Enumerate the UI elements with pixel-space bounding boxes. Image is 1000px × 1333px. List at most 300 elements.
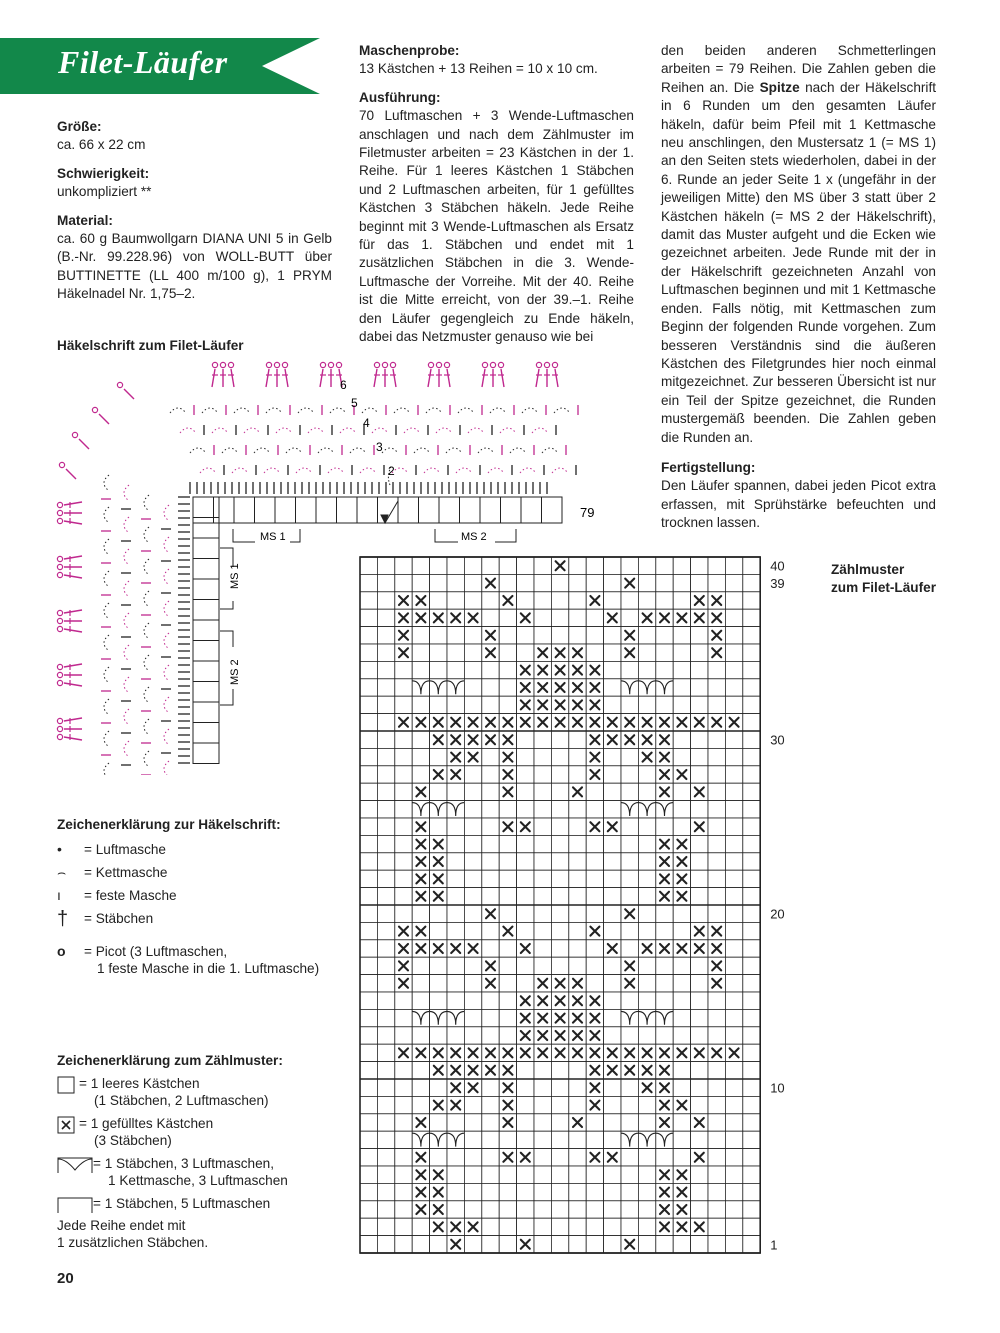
- chart-cell: [708, 905, 725, 922]
- chart-cell: [482, 1166, 499, 1183]
- chart-cell: [691, 627, 708, 644]
- chart-cell: [412, 696, 429, 713]
- chart-cell: [517, 835, 534, 852]
- chart-cell: [412, 992, 429, 1009]
- chart-cell: [673, 1236, 690, 1253]
- chart-cell: [708, 696, 725, 713]
- chart-cell: [482, 766, 499, 783]
- chart-cell: [447, 1166, 464, 1183]
- chart-cell: [377, 679, 394, 696]
- chart-cell: [360, 644, 377, 661]
- chart-cell: [464, 957, 481, 974]
- chart-cell: [725, 1131, 742, 1148]
- chart-cell: [638, 853, 655, 870]
- material-label: Material:: [57, 212, 113, 228]
- chart-cell: [534, 940, 551, 957]
- chart-cell: [604, 1114, 621, 1131]
- chart-cell: [638, 992, 655, 1009]
- chart-cell: [447, 644, 464, 661]
- chart-cell: [673, 922, 690, 939]
- chart-cell: [447, 1114, 464, 1131]
- chart-cell: [743, 1096, 760, 1113]
- chart-cell: [708, 1149, 725, 1166]
- size-value: ca. 66 x 22 cm: [57, 137, 146, 153]
- page-title: Filet-Läufer: [58, 44, 228, 80]
- chart-cell: [499, 940, 516, 957]
- chart-cell: [673, 1009, 690, 1026]
- chart-cell: [395, 1183, 412, 1200]
- chart-cell: [569, 1062, 586, 1079]
- chart-cell: [673, 592, 690, 609]
- chart-cell: [482, 1009, 499, 1026]
- chart-cell: [534, 627, 551, 644]
- chart-cell: [638, 1114, 655, 1131]
- chart-cell: [464, 801, 481, 818]
- chart-cell: [499, 957, 516, 974]
- chart-cell: [604, 1183, 621, 1200]
- legend1-text-2: = feste Masche: [84, 888, 177, 903]
- chart-cell: [691, 1009, 708, 1026]
- chart-cell: [656, 975, 673, 992]
- chart-cell: [377, 835, 394, 852]
- chart-cell: [551, 922, 568, 939]
- chart-cell: [360, 975, 377, 992]
- chart-cell: [638, 975, 655, 992]
- chart-cell: [569, 627, 586, 644]
- chart-cell: [708, 574, 725, 591]
- chart-cell: [604, 661, 621, 678]
- chart-cell: [534, 1183, 551, 1200]
- chart-cell: [499, 1027, 516, 1044]
- chart-cell: [586, 835, 603, 852]
- chart-cell: [377, 1236, 394, 1253]
- chart-cell: [691, 801, 708, 818]
- chart-cell: [412, 731, 429, 748]
- chart-cell: [395, 1079, 412, 1096]
- chart-cell: [551, 609, 568, 626]
- chart-cell: [586, 1183, 603, 1200]
- chart-cell: [377, 609, 394, 626]
- chart-cell: [621, 940, 638, 957]
- chart-row-label: 1: [770, 1237, 778, 1253]
- chart-cell: [360, 940, 377, 957]
- chart-cell: [743, 592, 760, 609]
- chart-row-label: 10: [770, 1080, 785, 1096]
- chart-cell: [447, 1183, 464, 1200]
- chart-cell: [464, 1183, 481, 1200]
- chart-cell: [395, 1201, 412, 1218]
- chart-cell: [517, 870, 534, 887]
- chart-cell: [464, 679, 481, 696]
- chart-cell: [482, 661, 499, 678]
- chart-caption: Zählmuster zum Filet-Läufer: [831, 562, 936, 595]
- chart-cell: [743, 1218, 760, 1235]
- size-label: Größe:: [57, 119, 102, 134]
- chart-cell: [673, 644, 690, 661]
- chart-cell: [430, 748, 447, 765]
- chart-cell: [569, 574, 586, 591]
- chart-cell: [395, 766, 412, 783]
- chart-cell: [377, 992, 394, 1009]
- chart-cell: [377, 557, 394, 574]
- chart-cell: [464, 870, 481, 887]
- chart-cell: [499, 1236, 516, 1253]
- chart-cell: [604, 835, 621, 852]
- chart-cell: [604, 574, 621, 591]
- chart-cell: [586, 1114, 603, 1131]
- chart-cell: [551, 783, 568, 800]
- chart-cell: [638, 1201, 655, 1218]
- chart-cell: [725, 679, 742, 696]
- chart-cell: [360, 557, 377, 574]
- chart-cell: [691, 696, 708, 713]
- chart-cell: [517, 574, 534, 591]
- round-3-label: 3: [376, 440, 383, 454]
- chart-cell: [743, 609, 760, 626]
- chart-cell: [691, 835, 708, 852]
- chart-cell: [604, 801, 621, 818]
- chart-cell: [360, 853, 377, 870]
- chart-cell: [691, 1131, 708, 1148]
- chart-cell: [464, 1027, 481, 1044]
- chart-cell: [673, 801, 690, 818]
- chart-cell: [464, 835, 481, 852]
- chart-cell: [586, 574, 603, 591]
- chart-cell: [360, 1236, 377, 1253]
- chart-cell: [673, 731, 690, 748]
- chart-cell: [360, 957, 377, 974]
- chart-cell: [551, 1183, 568, 1200]
- chart-cell: [743, 714, 760, 731]
- round-4-label: 4: [363, 416, 370, 430]
- chart-cell: [517, 1166, 534, 1183]
- chart-cell: [464, 922, 481, 939]
- row-79-label: 79: [580, 505, 595, 520]
- chart-cell: [534, 1236, 551, 1253]
- chart-cell: [569, 731, 586, 748]
- chart-cell: [464, 905, 481, 922]
- chart-cell: [482, 940, 499, 957]
- chart-cell: [517, 922, 534, 939]
- chart-cell: [360, 592, 377, 609]
- chart-cell: [743, 818, 760, 835]
- chart-cell: [621, 992, 638, 1009]
- chart-cell: [743, 801, 760, 818]
- chart-cell: [499, 1183, 516, 1200]
- chart-cell: [604, 696, 621, 713]
- chart-cell: [360, 992, 377, 1009]
- chart-cell: [482, 1236, 499, 1253]
- chart-cell: [517, 592, 534, 609]
- chart-cell: [691, 748, 708, 765]
- chart-cell: [673, 696, 690, 713]
- chart-cell: [377, 1009, 394, 1026]
- chart-cell: [534, 574, 551, 591]
- chart-cell: [673, 905, 690, 922]
- chart-cell: [464, 783, 481, 800]
- chart-cell: [569, 1218, 586, 1235]
- chart-cell: [377, 853, 394, 870]
- chart-cell: [499, 905, 516, 922]
- chart-cell: [551, 1218, 568, 1235]
- chart-cell: [569, 853, 586, 870]
- chart-cell: [517, 1201, 534, 1218]
- chart-cell: [743, 783, 760, 800]
- chart-cell: [534, 731, 551, 748]
- chart-cell: [464, 1009, 481, 1026]
- chart-cell: [464, 574, 481, 591]
- chart-cell: [551, 1062, 568, 1079]
- chart-cell: [708, 1236, 725, 1253]
- chart-cell: [691, 644, 708, 661]
- chart-cell: [604, 557, 621, 574]
- chart-cell: [638, 627, 655, 644]
- chart-cell: [708, 992, 725, 1009]
- chart-cell: [621, 922, 638, 939]
- chart-cell: [621, 661, 638, 678]
- chart-cell: [725, 835, 742, 852]
- chart-cell: [638, 818, 655, 835]
- chart-cell: [499, 853, 516, 870]
- chart-cell: [569, 888, 586, 905]
- chart-cell: [464, 888, 481, 905]
- counting-chart: [350, 550, 790, 1270]
- round-5-label: 5: [351, 396, 358, 410]
- chart-cell: [586, 627, 603, 644]
- chart-cell: [638, 922, 655, 939]
- chart-cell: [412, 661, 429, 678]
- chart-cell: [691, 731, 708, 748]
- chart-cell: [725, 696, 742, 713]
- chart-cell: [534, 1062, 551, 1079]
- gauge-label: Maschenprobe:: [359, 43, 460, 58]
- ms1-label: MS 1: [260, 531, 286, 543]
- chart-cell: [499, 835, 516, 852]
- chart-cell: [656, 992, 673, 1009]
- chart-cell: [551, 957, 568, 974]
- chart-cell: [482, 992, 499, 1009]
- chart-cell: [743, 922, 760, 939]
- chart-cell: [360, 870, 377, 887]
- chart-cell: [517, 1218, 534, 1235]
- instructions-label: Ausführung:: [359, 89, 441, 105]
- chart-cell: [360, 1166, 377, 1183]
- chart-cell: [743, 1027, 760, 1044]
- legend1-symbol-0: •: [57, 841, 62, 857]
- chart-cell: [517, 644, 534, 661]
- chart-cell: [395, 1062, 412, 1079]
- chart-cell: [360, 801, 377, 818]
- chart-cell: [534, 888, 551, 905]
- chart-cell: [534, 609, 551, 626]
- chart-cell: [464, 696, 481, 713]
- chart-cell: [482, 1149, 499, 1166]
- chart-cell: [673, 679, 690, 696]
- chart-cell: [708, 1096, 725, 1113]
- chart-cell: [673, 627, 690, 644]
- chart-cell: [430, 1236, 447, 1253]
- chart-cell: [673, 1131, 690, 1148]
- chart-cell: [638, 835, 655, 852]
- chart-cell: [638, 766, 655, 783]
- chart-row-label: 30: [770, 732, 785, 748]
- chart-cell: [499, 627, 516, 644]
- chart-cell: [534, 1131, 551, 1148]
- chart-cell: [360, 1027, 377, 1044]
- chart-cell: [604, 1096, 621, 1113]
- chart-cell: [691, 1166, 708, 1183]
- chart-cell: [551, 1149, 568, 1166]
- chart-cell: [586, 853, 603, 870]
- chart-row-label: 40: [770, 558, 785, 574]
- legend1-text-0: = Luftmasche: [84, 842, 166, 857]
- chart-cell: [360, 783, 377, 800]
- legend2-symbol-3: [57, 1195, 97, 1217]
- chart-cell: [430, 992, 447, 1009]
- chart-cell: [604, 957, 621, 974]
- chart-cell: [743, 1166, 760, 1183]
- chart-cell: [708, 783, 725, 800]
- left-column: [57, 118, 332, 314]
- chart-cell: [569, 818, 586, 835]
- chart-cell: [743, 679, 760, 696]
- chart-cell: [691, 957, 708, 974]
- chart-cell: [691, 679, 708, 696]
- chart-cell: [534, 957, 551, 974]
- chart-cell: [395, 835, 412, 852]
- legend2-text-1: = 1 gefülltes Kästchen (3 Stäbchen): [79, 1116, 214, 1148]
- chart-cell: [656, 661, 673, 678]
- chart-cell: [395, 748, 412, 765]
- chart-cell: [569, 766, 586, 783]
- chart-cell: [656, 905, 673, 922]
- chart-cell: [586, 940, 603, 957]
- chart-cell: [586, 783, 603, 800]
- chart-cell: [395, 853, 412, 870]
- chart-cell: [708, 1183, 725, 1200]
- ms2-label: MS 2: [461, 531, 487, 543]
- chart-cell: [708, 766, 725, 783]
- chart-cell: [743, 1236, 760, 1253]
- legend1-text-4: = Picot (3 Luftmaschen, 1 feste Masche in die 1. Luftmasche): [84, 944, 320, 976]
- chart-cell: [534, 1218, 551, 1235]
- chart-cell: [360, 696, 377, 713]
- chart-cell: [743, 957, 760, 974]
- chart-cell: [621, 870, 638, 887]
- chart-cell: [621, 853, 638, 870]
- chart-cell: [430, 1027, 447, 1044]
- chart-cell: [499, 1201, 516, 1218]
- chart-cell: [360, 748, 377, 765]
- chart-cell: [604, 992, 621, 1009]
- chart-cell: [551, 801, 568, 818]
- chart-cell: [360, 1079, 377, 1096]
- chart-cell: [569, 957, 586, 974]
- chart-cell: [569, 905, 586, 922]
- chart-cell: [604, 888, 621, 905]
- legend2-note: Jede Reihe endet mit 1 zusätzlichen Stäbchen.: [57, 1218, 209, 1250]
- chart-cell: [569, 748, 586, 765]
- chart-cell: [638, 1183, 655, 1200]
- chart-cell: [604, 644, 621, 661]
- chart-cell: [604, 1079, 621, 1096]
- chart-cell: [638, 661, 655, 678]
- chart-cell: [673, 818, 690, 835]
- chart-cell: [377, 888, 394, 905]
- chart-cell: [464, 853, 481, 870]
- chart-cell: [430, 1114, 447, 1131]
- chart-cell: [725, 905, 742, 922]
- chart-cell: [499, 557, 516, 574]
- chart-cell: [708, 853, 725, 870]
- chart-cell: [430, 922, 447, 939]
- chart-cell: [569, 1166, 586, 1183]
- chart-cell: [691, 574, 708, 591]
- chart-cell: [725, 644, 742, 661]
- chart-cell: [464, 1166, 481, 1183]
- chart-cell: [412, 1079, 429, 1096]
- chart-cell: [743, 975, 760, 992]
- chart-cell: [569, 1096, 586, 1113]
- chart-cell: [464, 592, 481, 609]
- chart-cell: [743, 748, 760, 765]
- chart-row-label: 20: [770, 906, 785, 922]
- chart-cell: [360, 905, 377, 922]
- chart-cell: [447, 992, 464, 1009]
- chart-cell: [725, 1183, 742, 1200]
- chart-cell: [725, 1166, 742, 1183]
- chart-cell: [499, 609, 516, 626]
- chart-cell: [621, 557, 638, 574]
- chart-cell: [586, 905, 603, 922]
- chart-cell: [673, 783, 690, 800]
- chart-cell: [534, 1079, 551, 1096]
- chart-cell: [395, 888, 412, 905]
- chart-cell: [412, 1062, 429, 1079]
- chart-cell: [725, 1218, 742, 1235]
- chart-cell: [360, 679, 377, 696]
- chart-cell: [691, 557, 708, 574]
- chart-cell: [377, 818, 394, 835]
- chart-cell: [517, 627, 534, 644]
- chart-cell: [464, 1149, 481, 1166]
- chart-cell: [551, 731, 568, 748]
- chart-cell: [621, 766, 638, 783]
- chart-cell: [447, 957, 464, 974]
- chart-cell: [412, 748, 429, 765]
- chart-cell: [551, 940, 568, 957]
- chart-cell: [743, 853, 760, 870]
- chart-cell: [412, 1096, 429, 1113]
- chart-cell: [656, 1236, 673, 1253]
- chart-cell: [604, 766, 621, 783]
- chart-cell: [586, 1218, 603, 1235]
- chart-cell: [447, 1201, 464, 1218]
- chart-cell: [482, 801, 499, 818]
- chart-cell: [377, 661, 394, 678]
- chart-cell: [725, 1027, 742, 1044]
- chart-cell: [482, 557, 499, 574]
- chart-cell: [482, 1218, 499, 1235]
- chart-cell: [534, 1201, 551, 1218]
- chart-cell: [464, 644, 481, 661]
- chart-cell: [517, 1114, 534, 1131]
- ms2-vertical-label: MS 2: [229, 659, 241, 685]
- chart-cell: [621, 888, 638, 905]
- chart-cell: [691, 975, 708, 992]
- chart-cell: [430, 627, 447, 644]
- chart-cell: [412, 574, 429, 591]
